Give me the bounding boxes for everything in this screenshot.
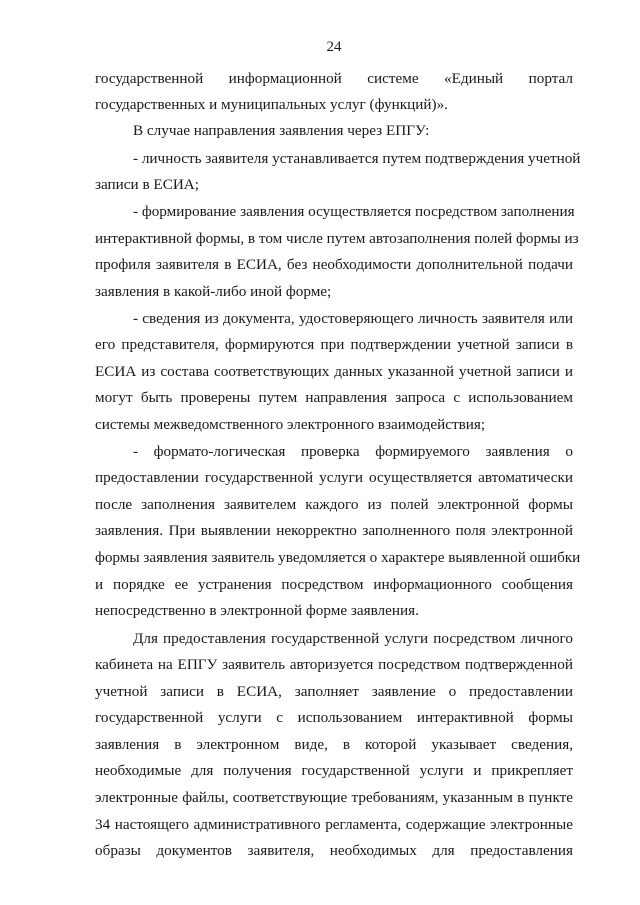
text-line: кабинета на ЕПГУ заявитель авторизуется посредством подтвержденной xyxy=(95,656,573,673)
text-line: и порядке ее устранения посредством информационного сообщения xyxy=(95,576,573,593)
text-line: учетной записи в ЕСИА, заполняет заявление о предоставлении xyxy=(95,683,573,700)
text-line: ЕСИА из состава соответствующих данных указанной учетной записи и xyxy=(95,363,573,380)
text-line: государственной услуги с использованием интерактивной формы xyxy=(95,709,573,726)
text-line: его представителя, формируются при подтверждении учетной записи в xyxy=(95,336,573,353)
text-line: государственной информационной системе «Единый портал xyxy=(95,70,573,87)
text-line: электронные файлы, соответствующие требованиям, указанным в пункте xyxy=(95,789,573,806)
text-line: заявления в какой-либо иной форме; xyxy=(95,283,332,300)
text-line: системы межведомственного электронного взаимодействия; xyxy=(95,416,486,433)
text-line: после заполнения заявителем каждого из полей электронной формы xyxy=(95,496,573,513)
text-line: - формирование заявления осуществляется посредством заполнения xyxy=(133,203,575,220)
text-line: записи в ЕСИА; xyxy=(95,176,199,193)
page-number: 24 xyxy=(326,39,342,55)
text-line: интерактивной формы, в том числе путем автозаполнения полей формы из xyxy=(95,230,579,247)
text-line: необходимые для получения государственной услуги и прикрепляет xyxy=(95,762,573,779)
text-line: образы документов заявителя, необходимых для предоставления xyxy=(95,842,573,859)
text-line: профиля заявителя в ЕСИА, без необходимости дополнительной подачи xyxy=(95,256,573,273)
text-line: - сведения из документа, удостоверяющего личность заявителя или xyxy=(133,310,573,327)
text-line: - личность заявителя устанавливается путем подтверждения учетной xyxy=(133,150,581,167)
text-line: заявления в электронном виде, в которой указывает сведения, xyxy=(95,736,573,753)
text-line: могут быть проверены путем направления запроса с использованием xyxy=(95,389,573,406)
text-line: заявления. При выявлении некорректно заполненного поля электронной xyxy=(95,522,573,539)
text-line: 34 настоящего административного регламента, содержащие электронные xyxy=(95,816,573,833)
text-line: формы заявления заявитель уведомляется о характере выявленной ошибки xyxy=(95,549,581,566)
text-line: непосредственно в электронной форме заявления. xyxy=(95,602,419,619)
text-line: В случае направления заявления через ЕПГУ: xyxy=(133,122,430,139)
text-line: государственных и муниципальных услуг (функций)». xyxy=(95,96,448,113)
text-line: Для предоставления государственной услуги посредством личного xyxy=(133,630,573,647)
text-line: предоставлении государственной услуги осуществляется автоматически xyxy=(95,469,573,486)
text-line: - формато-логическая проверка формируемого заявления о xyxy=(133,443,573,460)
